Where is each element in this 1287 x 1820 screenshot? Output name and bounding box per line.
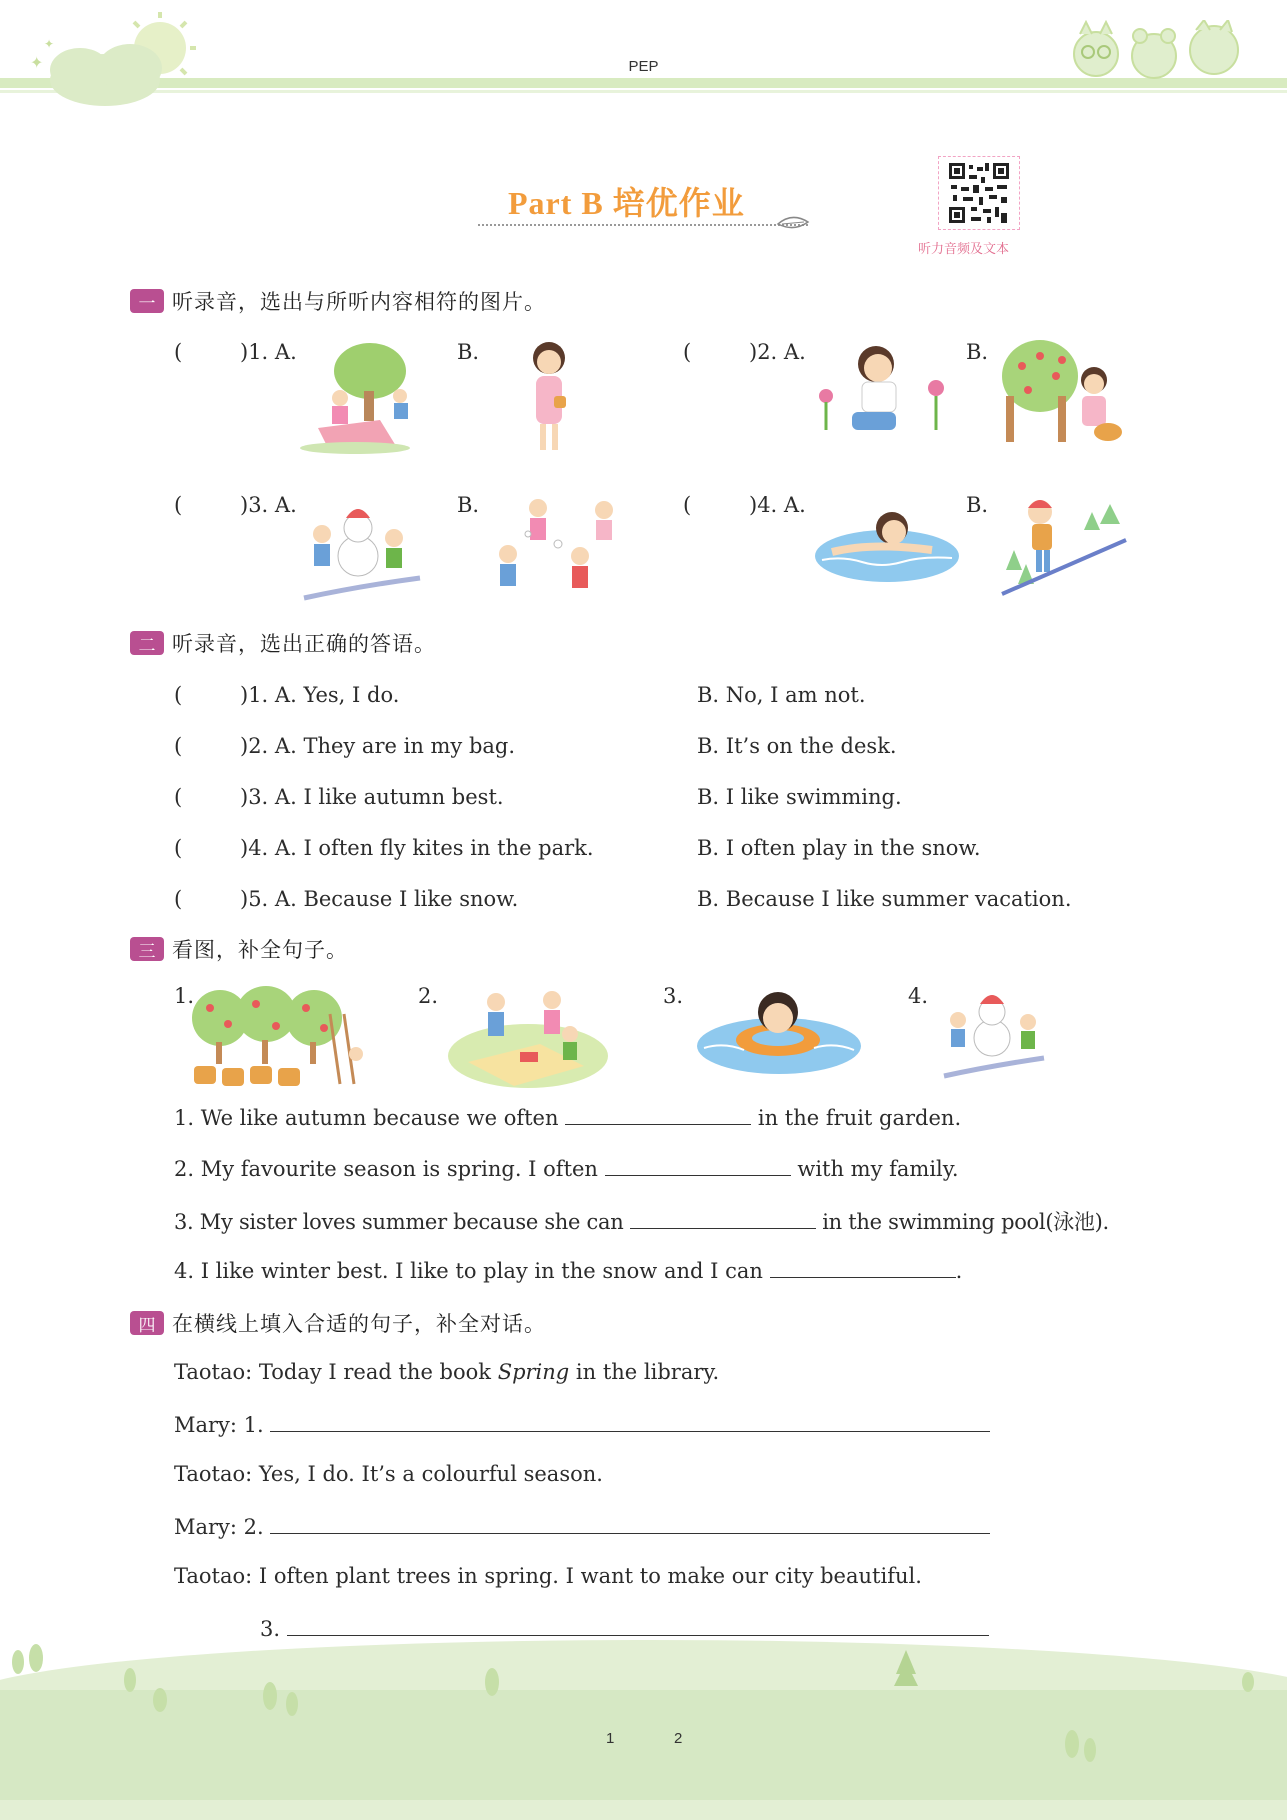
option-b: B. No, I am not. xyxy=(697,683,866,707)
boy-planting-flowers-picture[interactable] xyxy=(812,336,962,446)
part1-question-2 xyxy=(683,340,806,364)
dialogue-line-2: Taotao: Yes, I do. It’s a colourful season. xyxy=(174,1462,603,1486)
snowball-fight-picture[interactable] xyxy=(488,494,628,606)
option-a: A. Because I like snow. xyxy=(274,887,519,911)
option-a: A. I like autumn best. xyxy=(274,785,504,809)
section-badge: 三 xyxy=(130,937,164,961)
part2-question-4 xyxy=(174,836,594,860)
option-b-label: B. xyxy=(457,493,480,517)
part2-question-1 xyxy=(174,683,399,707)
section-heading-text: 在横线上填入合适的句子，补全对话。 xyxy=(172,1312,546,1336)
picture-label-4: 4. xyxy=(908,984,929,1008)
section-3-heading xyxy=(130,934,348,964)
picnic-picture[interactable] xyxy=(300,336,420,456)
question-number: )1. A. xyxy=(240,340,297,364)
skiing-picture[interactable] xyxy=(1000,494,1130,600)
option-b: B. Because I like summer vacation. xyxy=(697,887,1072,911)
dialogue-text: Taotao: Today I read the book xyxy=(174,1360,498,1384)
question-number: )5. xyxy=(240,887,269,911)
section-4-heading xyxy=(130,1308,546,1338)
section-badge: 四 xyxy=(130,1311,164,1335)
question-number: )1. xyxy=(240,683,269,707)
swimming-picture[interactable] xyxy=(812,500,962,590)
part1-question-4 xyxy=(683,493,806,517)
speaker-label: Mary: 1. xyxy=(174,1413,264,1437)
answer-blank[interactable] xyxy=(605,1155,791,1176)
fill-sentence-1 xyxy=(174,1104,961,1130)
answer-blank[interactable] xyxy=(565,1104,751,1125)
book-title: Spring xyxy=(497,1360,570,1384)
sentence-start: 4. I like winter best. I like to play in the snow and I can xyxy=(174,1259,763,1283)
question-number: )2. xyxy=(240,734,269,758)
svg-text:✦: ✦ xyxy=(44,37,55,51)
section-heading-text: 听录音，选出正确的答语。 xyxy=(172,632,436,656)
qr-caption: 听力音频及文本 xyxy=(918,242,1010,257)
option-a: A. I often fly kites in the park. xyxy=(274,836,594,860)
publisher-label: PEP xyxy=(628,58,659,75)
sentence-start: 2. My favourite season is spring. I often xyxy=(174,1157,598,1181)
swimming-ring-picture xyxy=(694,988,864,1078)
sentence-start: 1. We like autumn because we often xyxy=(174,1106,559,1130)
section-heading-text: 听录音，选出与所听内容相符的图片。 xyxy=(172,290,546,314)
part2-question-5 xyxy=(174,887,518,911)
sentence-end: . xyxy=(955,1259,963,1283)
answer-paren[interactable]: ( xyxy=(174,734,183,758)
section-badge: 一 xyxy=(130,289,164,313)
answer-paren[interactable]: ( xyxy=(174,785,183,809)
page-number-right: 2 xyxy=(674,1730,683,1747)
footer-trees-decoration xyxy=(0,1640,1287,1789)
answer-blank[interactable] xyxy=(770,1257,956,1278)
qr-code[interactable] xyxy=(938,156,1020,230)
answer-paren[interactable]: ( xyxy=(683,493,692,517)
question-number: )3. xyxy=(240,785,269,809)
dialogue-line-4 xyxy=(260,1615,989,1641)
question-number: )4. xyxy=(240,836,269,860)
answer-paren[interactable]: ( xyxy=(174,683,183,707)
answer-paren[interactable]: ( xyxy=(174,340,183,364)
speaker-label: Mary: 2. xyxy=(174,1515,264,1539)
page-title: Part B 培优作业 xyxy=(508,185,745,221)
question-number: )3. A. xyxy=(240,493,297,517)
part2-question-2 xyxy=(174,734,515,758)
picking-apples-picture[interactable] xyxy=(1000,336,1130,448)
answer-paren[interactable]: ( xyxy=(174,887,183,911)
option-b-label: B. xyxy=(457,340,480,364)
dialogue-line-1 xyxy=(174,1360,719,1384)
answer-paren[interactable]: ( xyxy=(174,836,183,860)
fill-sentence-3 xyxy=(174,1206,1109,1236)
part1-question-1 xyxy=(174,340,297,364)
section-1-heading xyxy=(130,286,546,316)
option-b: B. I like swimming. xyxy=(697,785,902,809)
making-snowman-picture[interactable] xyxy=(300,494,424,606)
answer-line[interactable] xyxy=(270,1411,990,1432)
question-number: )4. A. xyxy=(749,493,806,517)
option-a: A. Yes, I do. xyxy=(274,683,400,707)
girl-shouting-picture[interactable] xyxy=(514,334,584,458)
picture-label-1: 1. xyxy=(174,984,195,1008)
dialogue-mary-2 xyxy=(174,1513,990,1539)
part1-question-3 xyxy=(174,493,297,517)
snowman-picture xyxy=(940,984,1050,1084)
sentence-start: 3. My sister loves summer because she can xyxy=(174,1210,624,1234)
leaf-icon xyxy=(776,212,812,236)
answer-line[interactable] xyxy=(287,1615,989,1636)
section-2-heading xyxy=(130,628,436,658)
dialogue-mary-1 xyxy=(174,1411,990,1437)
sentence-end: in the fruit garden. xyxy=(757,1106,962,1130)
option-b: B. It’s on the desk. xyxy=(697,734,897,758)
title-underline xyxy=(478,224,808,226)
question-number: )2. A. xyxy=(749,340,806,364)
option-b: B. I often play in the snow. xyxy=(697,836,981,860)
section-heading-text: 看图，补全句子。 xyxy=(172,938,348,962)
qr-code-icon xyxy=(939,157,1019,229)
option-a: A. They are in my bag. xyxy=(274,734,516,758)
fruit-garden-picture xyxy=(190,984,366,1090)
fill-sentence-2 xyxy=(174,1155,959,1181)
answer-line[interactable] xyxy=(270,1513,990,1534)
answer-paren[interactable]: ( xyxy=(683,340,692,364)
answer-blank[interactable] xyxy=(630,1208,816,1229)
sentence-end: in the swimming pool(泳池). xyxy=(822,1210,1109,1234)
picture-label-3: 3. xyxy=(663,984,684,1008)
fill-sentence-4 xyxy=(174,1257,962,1283)
svg-text:✦: ✦ xyxy=(30,53,44,72)
section-badge: 二 xyxy=(130,631,164,655)
page-number-left: 1 xyxy=(606,1730,615,1747)
answer-number: 3. xyxy=(260,1617,281,1641)
answer-paren[interactable]: ( xyxy=(174,493,183,517)
dialogue-text: in the library. xyxy=(569,1360,720,1384)
family-picnic-picture xyxy=(444,986,610,1090)
picture-label-2: 2. xyxy=(418,984,439,1008)
part2-question-3 xyxy=(174,785,504,809)
dialogue-line-3: Taotao: I often plant trees in spring. I want to make our city beautiful. xyxy=(174,1564,922,1588)
sentence-end: with my family. xyxy=(797,1157,959,1181)
option-b-label: B. xyxy=(966,493,989,517)
option-b-label: B. xyxy=(966,340,989,364)
